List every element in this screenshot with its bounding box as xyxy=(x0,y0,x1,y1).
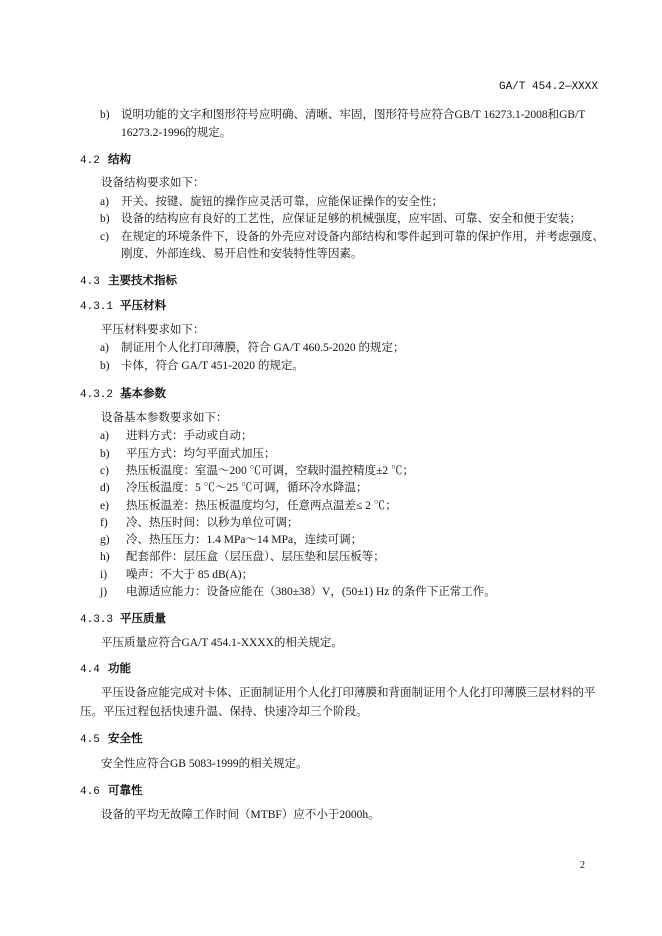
section-title: 可靠性 xyxy=(108,783,143,797)
list-item-text: 16273.2-1996的规定。 xyxy=(121,127,232,139)
list-item-text: 卡体，符合 GA/T 451-2020 的规定。 xyxy=(121,360,304,372)
section-heading-4-3-3 xyxy=(80,611,166,627)
list-marker: c) xyxy=(100,465,109,477)
list-marker: g) xyxy=(100,534,110,546)
section-heading-4-3-1 xyxy=(80,298,166,314)
list-marker: b) xyxy=(100,360,110,372)
section-title: 功能 xyxy=(108,661,131,675)
page-number: 2 xyxy=(580,860,585,871)
list-marker: c) xyxy=(100,231,109,243)
section-title: 安全性 xyxy=(108,731,143,745)
list-marker: a) xyxy=(100,342,109,354)
list-marker: f) xyxy=(100,517,108,529)
section-number: 4.6 xyxy=(80,786,100,798)
section-heading-4-3 xyxy=(80,273,177,289)
list-item-text: 热压板温度：室温～200 ℃可调，空载时温控精度±2 ℃； xyxy=(126,465,415,477)
section-number: 4.3 xyxy=(80,276,100,288)
section-heading-4-2 xyxy=(80,152,131,168)
list-item-text: 刚度、外部连线、易开启性和安装特性等因素。 xyxy=(121,248,363,260)
list-item-text: 平压方式：均匀平面式加压； xyxy=(126,448,276,460)
section-title: 基本参数 xyxy=(120,386,166,400)
section-title: 平压质量 xyxy=(120,611,166,625)
list-marker: e) xyxy=(100,500,109,512)
list-item-text: 配套部件：层压盒（层压盘）、层压垫和层压板等； xyxy=(126,551,385,563)
list-item-text: 设备的结构应有良好的工艺性，应保证足够的机械强度，应牢固、可靠、安全和便于安装； xyxy=(121,213,581,225)
list-item-text: 开关、按键、旋钮的操作应灵活可靠，应能保证操作的安全性； xyxy=(121,196,443,208)
list-item-text: 进料方式：手动或自动； xyxy=(126,430,253,442)
list-item-text: 在规定的环境条件下，设备的外壳应对设备内部结构和零件起到可靠的保护作用，并考虑强度、 xyxy=(121,231,604,243)
section-heading-4-4 xyxy=(80,661,131,677)
list-marker: a) xyxy=(100,430,109,442)
list-marker: j) xyxy=(100,586,108,598)
section-heading-4-6 xyxy=(80,783,143,799)
list-item-text: 热压板温差：热压板温度均匀，任意两点温差≤ 2 ℃； xyxy=(126,500,397,512)
list-item-text: 冷、热压压力：1.4 MPa～14 MPa，连续可调； xyxy=(126,534,363,546)
list-item-text: 冷、热压时间：以秒为单位可调； xyxy=(126,517,299,529)
section-number: 4.3.3 xyxy=(80,614,114,626)
list-marker: b) xyxy=(100,109,110,121)
paragraph-text: 平压设备应能完成对卡体、正面制证用个人化打印薄膜和背面制证用个人化打印薄膜三层材料的平 xyxy=(101,687,596,699)
list-marker: h) xyxy=(100,551,110,563)
list-marker: b) xyxy=(100,448,110,460)
section-lead-text: 设备基本参数要求如下： xyxy=(101,412,228,424)
list-marker: i) xyxy=(100,569,108,581)
list-item-text: 制证用个人化打印薄膜，符合 GA/T 460.5-2020 的规定； xyxy=(121,342,405,354)
section-number: 4.4 xyxy=(80,664,100,676)
section-lead-text: 设备结构要求如下： xyxy=(101,177,205,189)
section-title: 平压材料 xyxy=(120,298,166,312)
paragraph-text: 安全性应符合GB 5083-1999的相关规定。 xyxy=(101,758,308,770)
document-code-header: GA/T 454.2—XXXX xyxy=(498,81,598,93)
list-item-text: 电源适应能力：设备应能在（380±38）V，(50±1) Hz 的条件下正常工作。 xyxy=(126,586,496,598)
section-heading-4-5 xyxy=(80,731,143,747)
list-item-text: 冷压板温度：5 ℃～25 ℃可调，循环冷水降温； xyxy=(126,482,368,494)
paragraph-text: 设备的平均无故障工作时间（MTBF）应不小于2000h。 xyxy=(101,809,380,821)
section-number: 4.2 xyxy=(80,155,100,167)
section-title: 主要技术指标 xyxy=(108,273,177,287)
section-lead-text: 平压材料要求如下： xyxy=(101,324,205,336)
list-marker: d) xyxy=(100,482,110,494)
paragraph-text: 平压质量应符合GA/T 454.1-XXXX的相关规定。 xyxy=(101,637,343,649)
section-number: 4.5 xyxy=(80,734,100,746)
section-title: 结构 xyxy=(108,152,131,166)
list-item-text: 噪声：不大于 85 dB(A)； xyxy=(126,569,254,581)
paragraph-text: 压。平压过程包括快速升温、保持、快速冷却三个阶段。 xyxy=(80,706,368,718)
list-item-text: 说明功能的文字和图形符号应明确、清晰、牢固，图形符号应符合GB/T 16273.1-2008和GB/T xyxy=(121,109,586,121)
section-number: 4.3.2 xyxy=(80,389,114,401)
section-heading-4-3-2 xyxy=(80,386,166,402)
list-marker: b) xyxy=(100,213,110,225)
section-number: 4.3.1 xyxy=(80,301,114,313)
list-marker: a) xyxy=(100,196,109,208)
